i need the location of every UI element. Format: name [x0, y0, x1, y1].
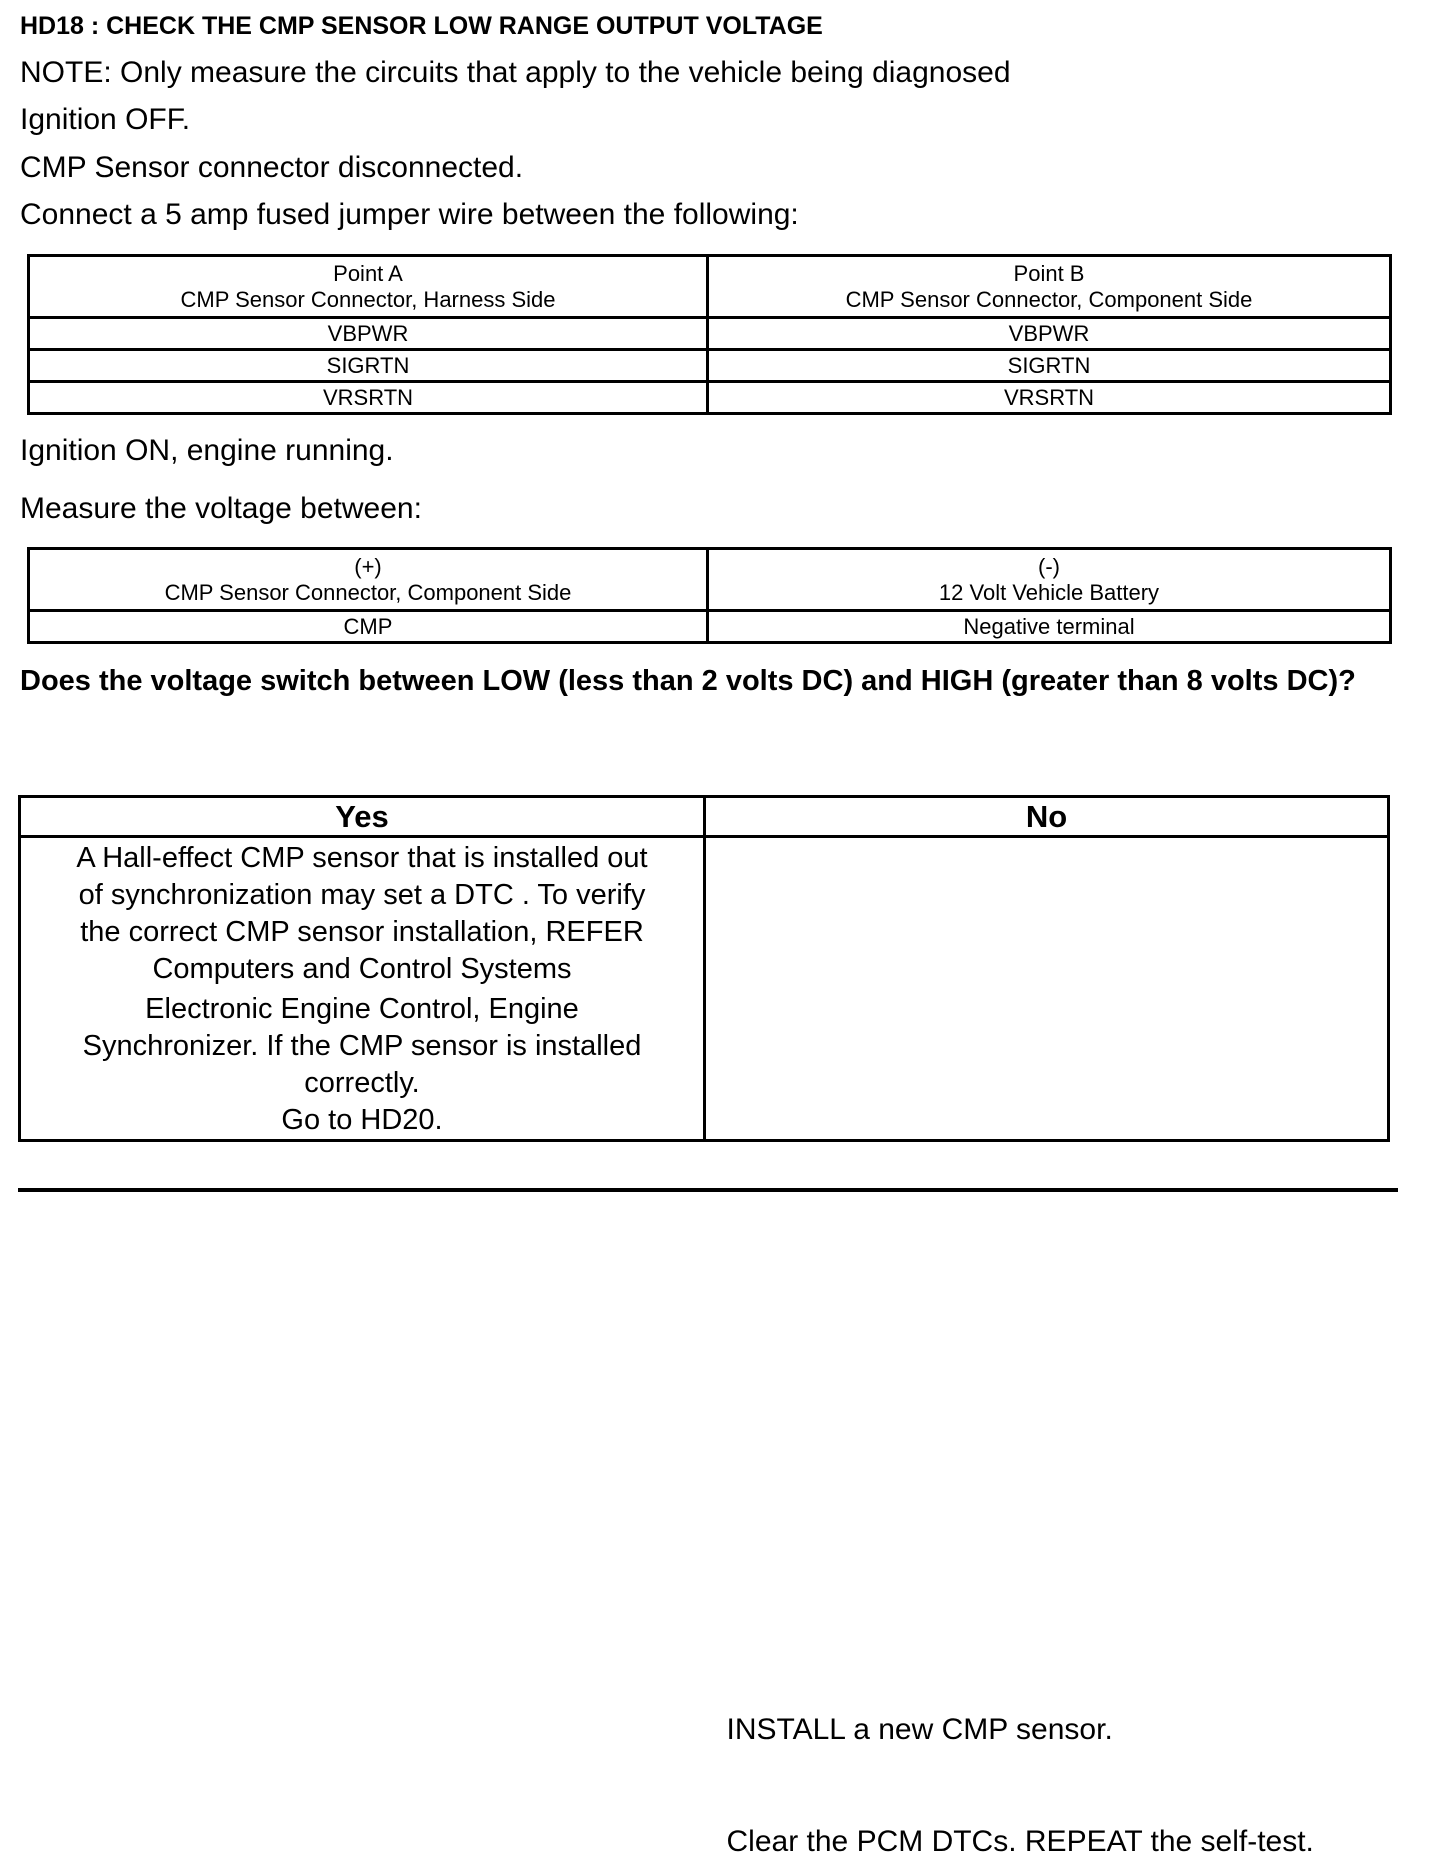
point-b-cell: SIGRTN	[708, 350, 1391, 382]
instruction-measure: Measure the voltage between:	[20, 492, 422, 525]
table-row	[29, 611, 1391, 643]
no-action-cell	[705, 837, 1389, 1858]
point-a-subtitle: CMP Sensor Connector, Harness Side	[180, 286, 556, 312]
negative-subtitle: 12 Volt Vehicle Battery	[938, 579, 1160, 605]
instruction-ignition-off: Ignition OFF.	[20, 103, 191, 136]
positive-header	[29, 549, 708, 611]
yes-header: Yes	[20, 797, 705, 837]
point-b-title: Point B	[1013, 260, 1085, 286]
point-b-header	[708, 256, 1391, 318]
positive-title: (+)	[354, 553, 382, 579]
yes-line: Synchronizer. If the CMP sensor is installed	[82, 1030, 642, 1062]
yes-line: A Hall-effect CMP sensor that is installed out	[76, 842, 648, 874]
point-b-subtitle: CMP Sensor Connector, Component Side	[845, 286, 1253, 312]
point-a-cell: SIGRTN	[29, 350, 708, 382]
point-a-title: Point A	[333, 260, 403, 286]
instruction-jumper: Connect a 5 amp fused jumper wire between the following:	[20, 198, 799, 231]
instruction-disconnect: CMP Sensor connector disconnected.	[20, 151, 524, 184]
bottom-divider	[18, 1188, 1398, 1192]
no-action-install: INSTALL a new CMP sensor.	[726, 1712, 1113, 1746]
negative-header	[708, 549, 1391, 611]
table-row	[20, 837, 1389, 1141]
yes-line: correctly.	[304, 1067, 420, 1099]
table-row	[29, 350, 1391, 382]
instruction-ignition-on: Ignition ON, engine running.	[20, 434, 394, 467]
point-a-header	[29, 256, 708, 318]
yes-line: Computers and Control Systems	[152, 953, 572, 985]
jumper-table-header	[29, 256, 1391, 318]
step-title: HD18 : CHECK THE CMP SENSOR LOW RANGE OUTPUT VOLTAGE	[20, 12, 823, 40]
yes-line: Go to HD20.	[281, 1104, 443, 1136]
measure-table-header	[29, 549, 1391, 611]
table-row	[29, 318, 1391, 350]
point-b-cell: VRSRTN	[708, 382, 1391, 414]
note-text: NOTE: Only measure the circuits that apply to the vehicle being diagnosed	[20, 56, 1011, 89]
yes-line: the correct CMP sensor installation, REFER	[80, 916, 644, 948]
negative-title: (-)	[1038, 553, 1060, 579]
question-text: Does the voltage switch between LOW (less than 2 volts DC) and HIGH (greater than 8 volts DC)?	[20, 665, 1356, 697]
point-a-cell: VBPWR	[29, 318, 708, 350]
point-a-cell: VRSRTN	[29, 382, 708, 414]
point-b-cell: VBPWR	[708, 318, 1391, 350]
yes-line: Electronic Engine Control, Engine	[145, 993, 579, 1025]
measure-table	[27, 547, 1392, 644]
table-row	[29, 382, 1391, 414]
no-action-clear: Clear the PCM DTCs. REPEAT the self-test.	[726, 1824, 1314, 1858]
jumper-table	[27, 254, 1392, 415]
positive-cell: CMP	[29, 611, 708, 643]
positive-subtitle: CMP Sensor Connector, Component Side	[164, 579, 572, 605]
yes-line: of synchronization may set a DTC . To verify	[78, 879, 646, 911]
no-header: No	[705, 797, 1389, 837]
negative-cell: Negative terminal	[708, 611, 1391, 643]
result-table	[18, 795, 1390, 1858]
result-table-header	[20, 797, 1389, 837]
yes-action-cell	[20, 837, 705, 1141]
